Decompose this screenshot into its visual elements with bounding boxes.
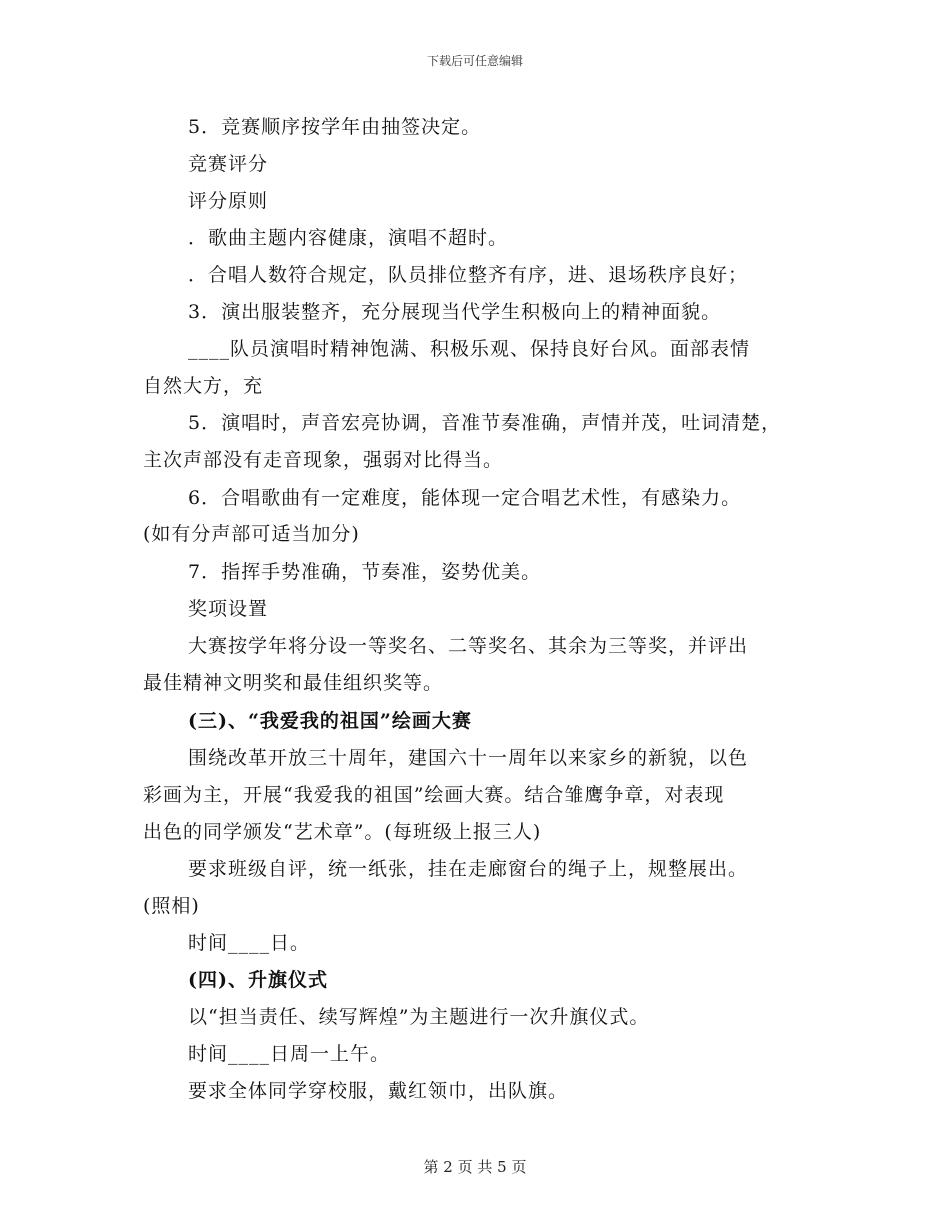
- text-line: (照相): [143, 895, 200, 917]
- page-number: 第 2 页 共 5 页: [423, 1158, 527, 1176]
- text-line: 自然大方，充: [143, 375, 264, 397]
- text-line: 最佳精神文明奖和最佳组织奖等。: [143, 672, 444, 694]
- text-line: 奖项设置: [188, 598, 269, 620]
- text-line: 竞赛评分: [188, 153, 269, 175]
- text-line: ．歌曲主题内容健康，演唱不超时。: [188, 227, 509, 249]
- text-line: 5．竞赛顺序按学年由抽签决定。: [188, 116, 482, 138]
- text-line: 大赛按学年将分设一等奖名、二等奖名、其余为三等奖，并评出: [188, 635, 749, 657]
- text-line: 围绕改革开放三十周年，建国六十一周年以来家乡的新貌，以色: [188, 747, 749, 769]
- section-heading: (四)、升旗仪式: [188, 969, 328, 991]
- text-line: 7．指挥手势准确，节奏准，姿势优美。: [188, 561, 542, 583]
- text-line: 3．演出服装整齐，充分展现当代学生积极向上的精神面貌。: [188, 301, 722, 323]
- text-line: 5．演唱时，声音宏亮协调，音准节奏准确，声情并茂，吐词清楚，: [188, 412, 782, 434]
- text-line: 主次声部没有走音现象，强弱对比得当。: [143, 449, 504, 471]
- text-line: (如有分声部可适当加分): [143, 523, 360, 545]
- text-line: 要求班级自评，统一纸张，挂在走廊窗台的绳子上，规整展出。: [188, 858, 749, 880]
- text-line: ____队员演唱时精神饱满、积极乐观、保持良好台风。面部表情: [188, 338, 751, 360]
- page-header: 下载后可任意编辑: [426, 54, 523, 68]
- text-line: 时间____日。: [188, 932, 311, 954]
- text-line: 彩画为主，开展“我爱我的祖国”绘画大赛。结合雏鹰争章，对表现: [143, 784, 725, 806]
- text-line: ．合唱人数符合规定，队员排位整齐有序，进、退场秩序良好；: [188, 264, 749, 286]
- text-line: 评分原则: [188, 190, 269, 212]
- text-line: 以“担当责任、续写辉煌”为主题进行一次升旗仪式。: [188, 1006, 650, 1028]
- text-line: 要求全体同学穿校服，戴红领巾，出队旗。: [188, 1080, 569, 1102]
- text-line: 时间____日周一上午。: [188, 1043, 391, 1065]
- text-line: 6．合唱歌曲有一定难度，能体现一定合唱艺术性，有感染力。: [188, 487, 742, 509]
- section-heading: (三)、“我爱我的祖国”绘画大赛: [188, 710, 472, 732]
- text-line: 出色的同学颁发“艺术章”。(每班级上报三人): [143, 821, 542, 843]
